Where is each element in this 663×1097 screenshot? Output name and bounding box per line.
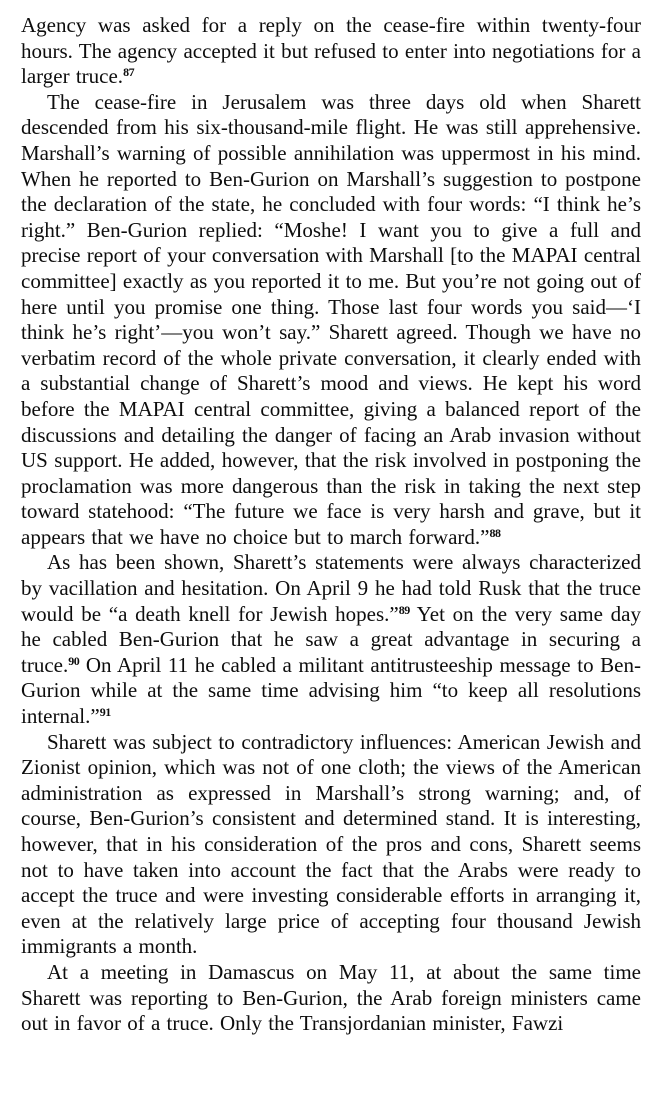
paragraph: Agency was asked for a reply on the cease-fire within twenty-four hours. The agency accepted it but refused to enter into negotiations for a larger truce.$^{87}$ <box>21 13 641 89</box>
paragraph: At a meeting in Damascus on May 11, at about the same time Sharett was reporting to Ben-Gurion, the Arab foreign ministers came out in favor of a truce. Only the Transjordanian minister, Fawzi <box>21 959 641 1036</box>
footnote-reference: 91 <box>99 705 111 720</box>
page-text <box>21 13 641 1037</box>
footnote-reference: 87 <box>123 65 135 80</box>
footnote-reference: 88 <box>489 525 501 540</box>
paragraph: The cease-fire in Jerusalem was three days old when Sharett descended from his six-thousand-mile flight. He was still apprehensive. Marshall’s warning of possible annihilation was uppermost in his mind. When he reported to Ben-Gurion on Marshall’s suggestion to postpone the declaration of the state, he concluded with four words: “I think he’s right.” Ben-Gurion replied: “Moshe! I want you to give a full and precise report of your conversation with Marshall [to the MAPAI central committee] exactly as you reported it to me. But you’re not going out of here until you promise one thing. Those last four words you said—‘I think he’s right’—you won’t say.” Sharett agreed. Though we have no verbatim record of the whole private conversation, it clearly ended with a substantial change of Sharett’s mood and views. He kept his word before the MAPAI central committee, giving a balanced report of the discussions and detailing the danger of facing an Arab invasion without US support. He added, however, that the risk involved in postponing the proclamation was more dangerous than the risk in taking the next step toward statehood: “The future we face is very harsh and grave, but it appears that we have no choice but to march forward.”$^{88}$ <box>21 89 641 549</box>
paragraph: As has been shown, Sharett’s statements were always characterized by vacillation and hesitation. On April 9 he had told Rusk that the truce would be “a death knell for Jewish hopes.”$^{89}$ Yet on the very same day he cabled Ben-Gurion that he saw a great advantage in securing a truce.$^{90}$ On April 11 he cabled a militant antitrusteeship message to Ben-Gurion while at the same time advising him “to keep all resolutions internal.”$^{91}$ <box>21 550 641 729</box>
paragraph: Sharett was subject to contradictory influences: American Jewish and Zionist opinion, which was not of one cloth; the views of the American administration as expressed in Marshall’s strong warning; and, of course, Ben-Gurion’s consistent and determined stand. It is interesting, however, that in his consideration of the pros and cons, Sharett seems not to have taken into account the fact that the Arabs were ready to accept the truce and were investing considerable efforts in arranging it, even at the relatively large price of accepting four thousand Jewish immigrants a month. <box>21 729 641 959</box>
footnote-reference: 90 <box>68 653 80 668</box>
footnote-reference: 89 <box>398 602 410 617</box>
